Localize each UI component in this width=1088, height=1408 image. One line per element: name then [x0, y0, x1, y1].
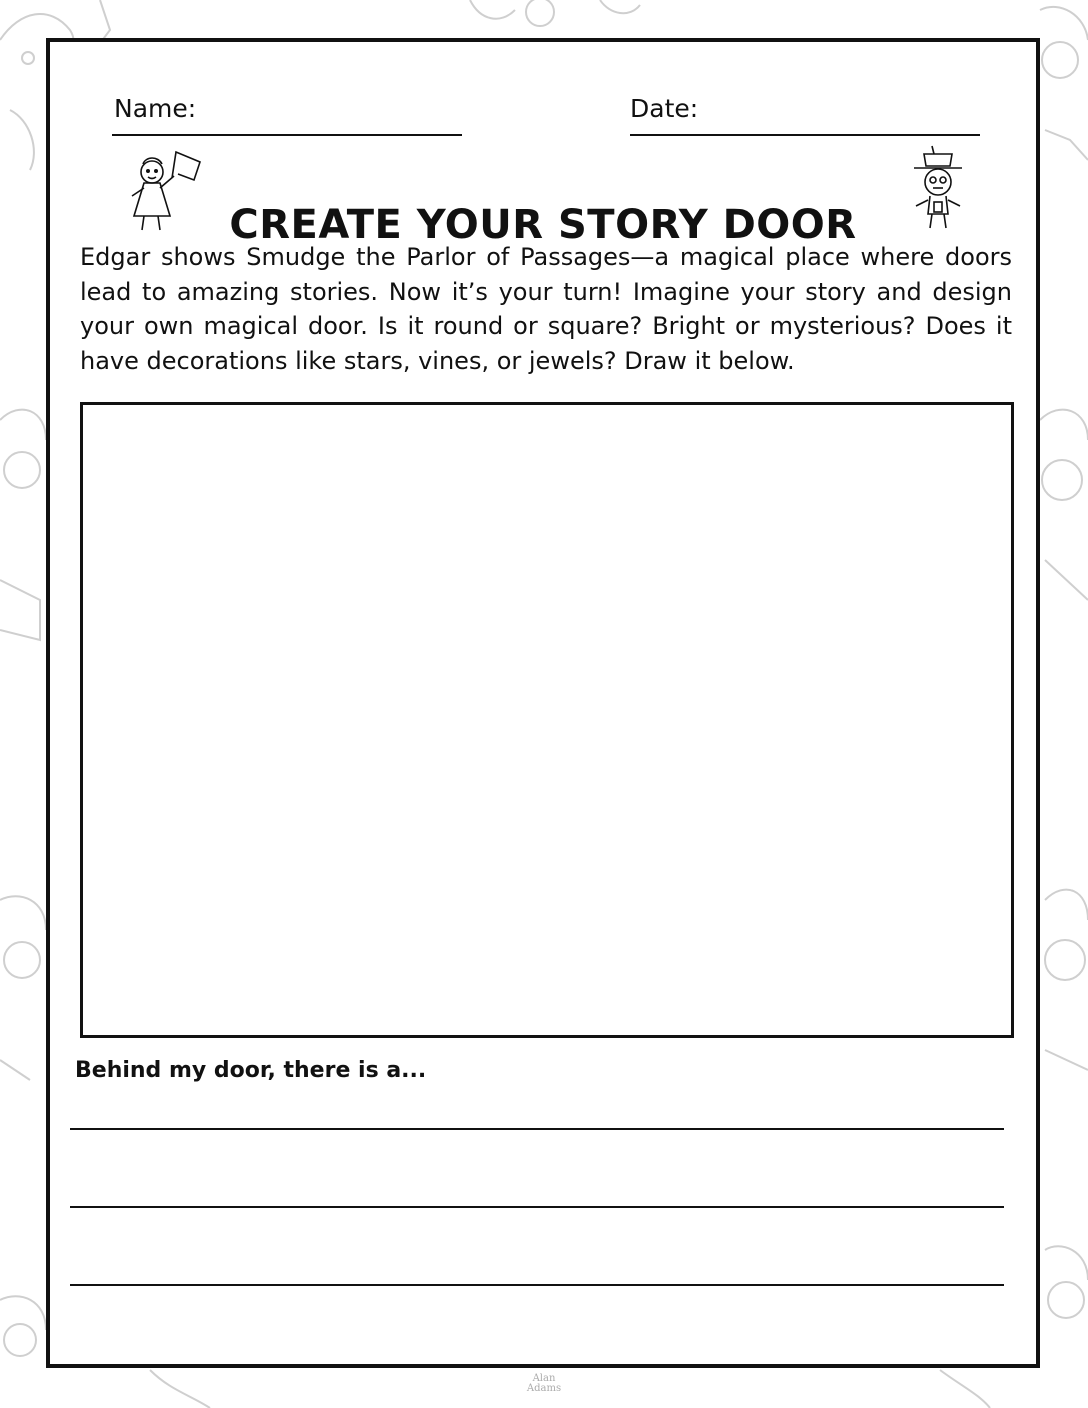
answer-line-3[interactable]	[70, 1284, 1004, 1286]
drawing-area[interactable]	[80, 402, 1014, 1038]
writing-prompt: Behind my door, there is a...	[75, 1058, 427, 1083]
name-field[interactable]	[112, 134, 462, 136]
date-label: Date:	[630, 94, 699, 123]
intro-paragraph: Edgar shows Smudge the Parlor of Passages—a magical place where doors lead to amazing stories. Now it’s your turn! Imagine your story and design your own magical door. Is it round or square? Bright or mysterious? Does it have decorations like stars, vines, or jewels? Draw it below.	[80, 243, 1012, 375]
answer-line-2[interactable]	[70, 1206, 1004, 1208]
answer-line-1[interactable]	[70, 1128, 1004, 1130]
cowboy-character-icon	[902, 142, 974, 230]
name-label: Name:	[114, 94, 197, 123]
date-field[interactable]	[630, 134, 980, 136]
footer-logo: Alan Adams	[526, 1373, 562, 1394]
page-title: CREATE YOUR STORY DOOR	[229, 202, 857, 248]
worksheet-frame	[46, 38, 1040, 1368]
